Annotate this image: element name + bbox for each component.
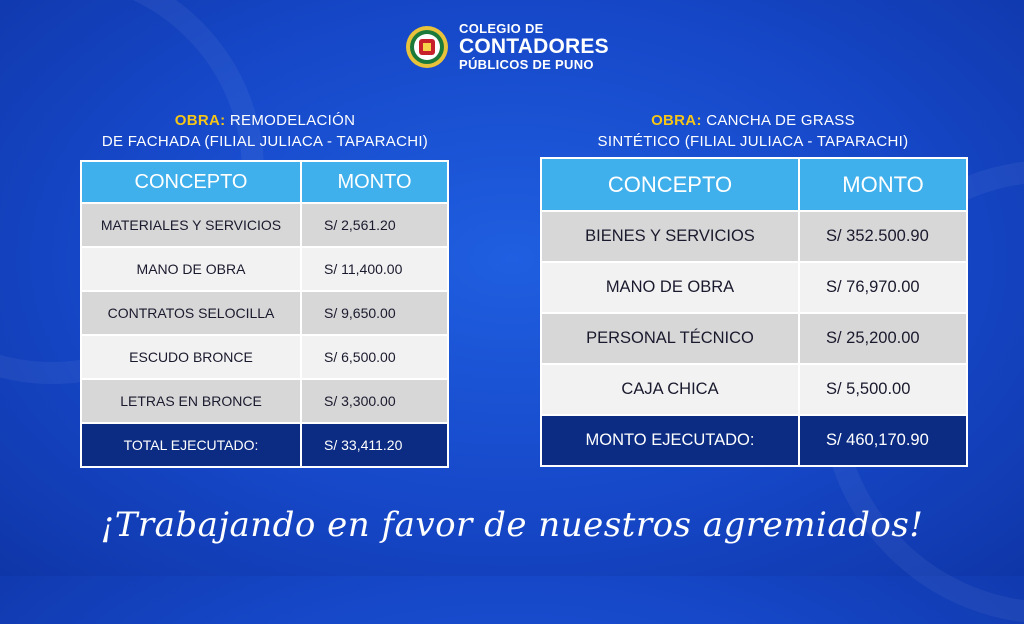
right-header-amount: MONTO: [799, 158, 967, 211]
table-row: [81, 203, 448, 247]
brand-line-2: CONTADORES: [459, 35, 609, 58]
row-amount: S/ 25,200.00: [799, 313, 967, 364]
row-concept: MATERIALES Y SERVICIOS: [81, 203, 301, 247]
row-concept: PERSONAL TÉCNICO: [541, 313, 799, 364]
row-concept: MANO DE OBRA: [81, 247, 301, 291]
right-title-rest: CANCHA DE GRASS: [706, 112, 855, 129]
row-amount: S/ 6,500.00: [301, 335, 448, 379]
total-row: [81, 423, 448, 467]
right-title-line2: SINTÉTICO (FILIAL JULIACA - TAPARACHI): [597, 133, 909, 150]
total-row: [541, 415, 967, 466]
row-concept: MANO DE OBRA: [541, 262, 799, 313]
row-amount: S/ 2,561.20: [301, 203, 448, 247]
row-concept: LETRAS EN BRONCE: [81, 379, 301, 423]
row-amount: S/ 5,500.00: [799, 364, 967, 415]
left-project-title: [60, 110, 470, 152]
total-label: MONTO EJECUTADO:: [541, 415, 799, 466]
row-amount: S/ 9,650.00: [301, 291, 448, 335]
row-concept: ESCUDO BRONCE: [81, 335, 301, 379]
left-header-amount: MONTO: [301, 161, 448, 203]
table-row: [541, 262, 967, 313]
row-amount: S/ 11,400.00: [301, 247, 448, 291]
brand-header: [405, 22, 609, 71]
table-row: [81, 291, 448, 335]
table-row: [541, 313, 967, 364]
right-title-key: OBRA:: [651, 112, 702, 129]
row-amount: S/ 3,300.00: [301, 379, 448, 423]
right-cost-table: [540, 157, 968, 467]
table-row: [541, 211, 967, 262]
tagline: ¡Trabajando en favor de nuestros agremiados!: [100, 505, 924, 545]
row-concept: CONTRATOS SELOCILLA: [81, 291, 301, 335]
row-amount: S/ 76,970.00: [799, 262, 967, 313]
left-title-key: OBRA:: [174, 112, 226, 129]
brand-line-3: PÚBLICOS DE PUNO: [459, 57, 594, 72]
total-amount: S/ 460,170.90: [799, 415, 967, 466]
total-label: TOTAL EJECUTADO:: [81, 423, 301, 467]
college-logo-icon: [405, 25, 449, 69]
table-row: [541, 364, 967, 415]
left-title-line2: DE FACHADA (FILIAL JULIACA - TAPARACHI): [101, 133, 429, 150]
total-amount: S/ 33,411.20: [301, 423, 448, 467]
table-row: [81, 379, 448, 423]
left-cost-table: [80, 160, 449, 468]
left-title-rest: REMODELACIÓN: [229, 112, 356, 129]
row-amount: S/ 352.500.90: [799, 211, 967, 262]
right-header-concept: CONCEPTO: [541, 158, 799, 211]
brand-line-1: COLEGIO DE: [459, 21, 544, 36]
row-concept: BIENES Y SERVICIOS: [541, 211, 799, 262]
table-row: [81, 335, 448, 379]
table-row: [81, 247, 448, 291]
right-project-title: [540, 110, 966, 152]
left-header-concept: CONCEPTO: [81, 161, 301, 203]
brand-text: [459, 22, 609, 71]
row-concept: CAJA CHICA: [541, 364, 799, 415]
